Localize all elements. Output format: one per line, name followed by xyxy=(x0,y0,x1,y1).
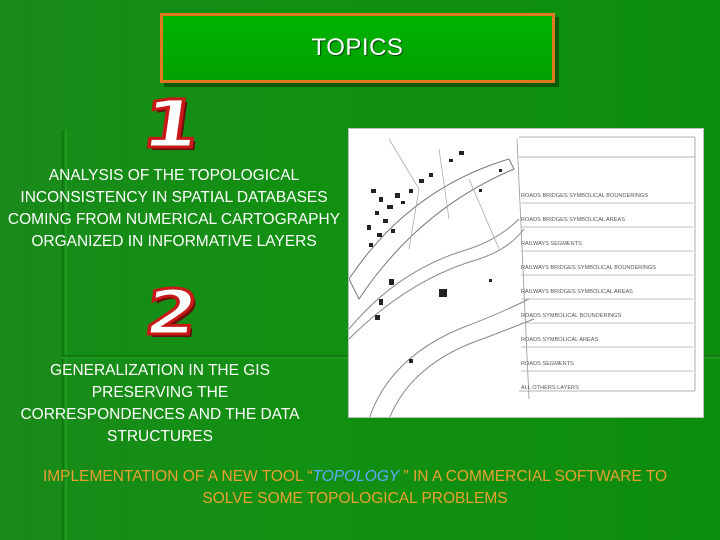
topic-three-before: IMPLEMENTATION OF A NEW TOOL “ xyxy=(42,468,313,485)
topic-three-text xyxy=(40,466,670,510)
layer-label: ROADS SYMBOLICAL AREAS xyxy=(521,337,599,343)
layer-label: RAILWAYS BRIDGES SYMBOLICAL AREAS xyxy=(521,289,633,295)
slide-title: TOPICS xyxy=(311,34,404,61)
layer-label: ROADS BRIDGES SYMBOLICAL AREAS xyxy=(521,217,625,223)
layer-label: RAILWAYS SEGMENTS xyxy=(521,241,582,247)
numeral-one: 1 xyxy=(136,86,206,163)
layer-label: ROADS BRIDGES SYMBOLICAL BOUNDERINGS xyxy=(521,193,648,199)
topic-two-text: GENERALIZATION IN THE GIS PRESERVING THE CORRESPONDENCES AND THE DATA STRUCTURES xyxy=(20,362,300,445)
topic-one-text: ANALYSIS OF THE TOPOLOGICAL INCONSISTENCY IN SPATIAL DATABASES COMING FROM NUMERICAL CARTOGRAPHY ORGANIZED IN INFORMATIVE LAYERS xyxy=(7,167,341,250)
title-box xyxy=(160,13,555,83)
layer-label: RAILWAYS BRIDGES SYMBOLICAL BOUNDERINGS xyxy=(521,265,656,271)
topic-three-after: ” IN A COMMERCIAL SOFTWARE TO SOLVE SOME TOPOLOGICAL PROBLEMS xyxy=(202,468,668,507)
map-drawing xyxy=(349,129,704,418)
layer-label: ROADS SEGMENTS xyxy=(521,361,574,367)
layer-label: ROADS SYMBOLICAL BOUNDERINGS xyxy=(521,313,622,319)
layer-label: ALL OTHERS LAYERS xyxy=(521,385,579,391)
numeral-two: 2 xyxy=(140,276,203,349)
topic-three-highlight: TOPOLOGY xyxy=(312,468,400,485)
layer-stack-map-image xyxy=(348,128,704,418)
